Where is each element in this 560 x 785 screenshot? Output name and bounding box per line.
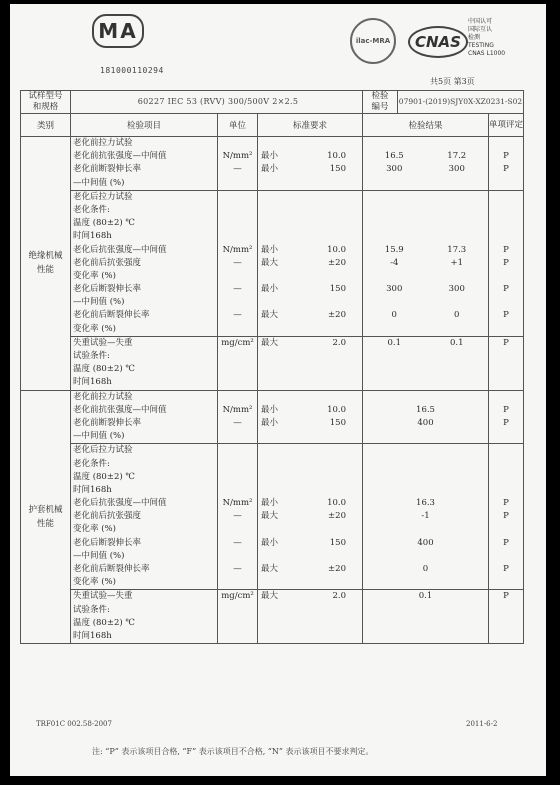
verdict-line <box>489 270 523 283</box>
test-item-line: 老化前后抗张强度 <box>73 257 142 268</box>
requirement-line <box>258 484 362 497</box>
requirement-line <box>258 617 362 630</box>
verdict-cell <box>489 444 524 590</box>
requirement-line <box>258 204 362 217</box>
requirement-line <box>258 363 362 376</box>
unit-line: — <box>233 284 242 295</box>
test-item-line: 试验条件: <box>73 604 110 615</box>
result-line: 400 <box>417 417 434 428</box>
result-cell <box>363 590 489 644</box>
unit-line: — <box>233 310 242 321</box>
unit-line <box>218 471 257 484</box>
result-line <box>363 363 488 376</box>
verdict-line: P <box>503 244 509 255</box>
test-item-cell <box>71 390 218 444</box>
test-item-line: 老化后抗张强度—中间值 <box>73 244 167 255</box>
report-number-label: 检验 编号 <box>363 91 398 113</box>
test-item-line: 老化后抗张强度—中间值 <box>73 498 167 509</box>
result-line <box>363 550 488 563</box>
unit-line <box>218 376 257 389</box>
verdict-line: P <box>503 591 509 602</box>
verdict-line: P <box>503 417 509 428</box>
requirement-cell <box>258 336 363 390</box>
unit-line <box>218 617 257 630</box>
verdict-line <box>489 458 523 471</box>
test-item-line: 温度 (80±2) ℃ <box>73 364 135 375</box>
verdict-line <box>489 363 523 376</box>
sample-label: 试样型号 和规格 <box>21 91 71 114</box>
category-cell: 绝缘机械性能 <box>21 137 71 391</box>
ma-logo: MA <box>92 14 144 48</box>
requirement-line <box>258 217 362 230</box>
unit-line <box>218 391 257 404</box>
result-line <box>363 177 488 190</box>
requirement-line <box>258 458 362 471</box>
verdict-cell <box>489 590 524 644</box>
result-line <box>363 523 488 536</box>
result-line <box>363 444 488 457</box>
requirement-line: 最大 2.0 <box>261 337 346 348</box>
unit-line <box>218 270 257 283</box>
column-header-row <box>21 114 524 137</box>
verdict-line: P <box>503 498 509 509</box>
unit-line: — <box>233 257 242 268</box>
requirement-cell <box>258 190 363 336</box>
test-item-line: 失重试验—失重 <box>73 337 133 348</box>
col-header-result: 检验结果 <box>363 114 489 137</box>
requirement-line <box>258 350 362 363</box>
test-results-table <box>20 90 524 644</box>
result-line <box>363 617 488 630</box>
cnas-logo: CNAS <box>408 26 468 58</box>
unit-line: N/mm² <box>222 151 253 162</box>
requirement-line: 最小 10.0 <box>261 498 346 509</box>
test-item-line: 老化前断裂伸长率 <box>73 417 142 428</box>
verdict-line <box>489 550 523 563</box>
result-line <box>363 391 488 404</box>
test-item-line: 变化率 (%) <box>73 323 116 334</box>
result-line: 16.3 <box>416 498 435 509</box>
result-line <box>363 376 488 389</box>
requirement-line: 最小 10.0 <box>261 151 346 162</box>
test-group-row <box>21 390 524 444</box>
unit-line: — <box>233 511 242 522</box>
unit-line <box>218 458 257 471</box>
unit-line <box>218 230 257 243</box>
test-item-line: 老化前后断裂伸长率 <box>73 310 150 321</box>
requirement-line <box>258 471 362 484</box>
result-line <box>363 484 488 497</box>
verdict-line <box>489 484 523 497</box>
col-header-unit: 单位 <box>218 114 258 137</box>
result-line <box>363 204 488 217</box>
test-item-line: 变化率 (%) <box>73 524 116 535</box>
test-item-cell <box>71 190 218 336</box>
requirement-line <box>258 323 362 336</box>
verdict-line <box>489 323 523 336</box>
unit-line <box>218 204 257 217</box>
result-cell <box>363 137 489 191</box>
verdict-line <box>489 204 523 217</box>
unit-line <box>218 604 257 617</box>
result-line <box>363 191 488 204</box>
form-code: TRF01C 002.58-2007 <box>36 720 112 728</box>
test-item-line: 变化率 (%) <box>73 577 116 588</box>
result-line: 0.1 0.1 <box>387 337 464 348</box>
test-group-row <box>21 336 524 390</box>
result-line <box>363 323 488 336</box>
result-line: 300 300 <box>386 284 465 295</box>
requirement-line <box>258 523 362 536</box>
verdict-line <box>489 177 523 190</box>
test-item-line: 老化前抗张强度—中间值 <box>73 404 167 415</box>
test-item-cell <box>71 137 218 191</box>
result-line: 16.5 <box>416 404 435 415</box>
verdict-line <box>489 217 523 230</box>
requirement-line <box>258 444 362 457</box>
verdict-line <box>489 350 523 363</box>
result-line <box>363 137 488 150</box>
unit-line: mg/cm² <box>221 337 254 348</box>
category-cell: 护套机械性能 <box>21 390 71 644</box>
result-line <box>363 296 488 309</box>
unit-line <box>218 191 257 204</box>
test-item-line: —中间值 (%) <box>73 550 125 561</box>
verdict-line <box>489 391 523 404</box>
result-line: -4 +1 <box>390 257 464 268</box>
test-item-line: 温度 (80±2) ℃ <box>73 471 135 482</box>
verdict-line <box>489 137 523 150</box>
test-item-line: 老化前拉力试验 <box>73 391 133 402</box>
test-item-line: 老化后断裂伸长率 <box>73 284 142 295</box>
requirement-cell <box>258 444 363 590</box>
ilac-mra-logo: ilac-MRA <box>350 18 396 64</box>
unit-line <box>218 430 257 443</box>
requirement-line <box>258 630 362 643</box>
test-item-line: 老化前抗张强度—中间值 <box>73 151 167 162</box>
result-line: 0 0 <box>391 310 460 321</box>
test-group-row <box>21 444 524 590</box>
test-item-line: —中间值 (%) <box>73 297 125 308</box>
unit-line <box>218 323 257 336</box>
unit-line: — <box>233 164 242 175</box>
result-line: 400 <box>417 537 434 548</box>
unit-line: mg/cm² <box>221 591 254 602</box>
result-line <box>363 604 488 617</box>
verdict-line: P <box>503 564 509 574</box>
verdict-line: P <box>503 537 509 548</box>
test-item-line: —中间值 (%) <box>73 431 125 442</box>
test-item-cell <box>71 444 218 590</box>
test-item-line: 时间168h <box>73 484 112 495</box>
requirement-line: 最大 2.0 <box>261 591 346 602</box>
requirement-line <box>258 550 362 563</box>
result-line: 0 <box>422 564 429 574</box>
col-header-item: 检验项目 <box>71 114 218 137</box>
result-line: 15.9 17.3 <box>384 244 467 255</box>
requirement-line: 最小 150 <box>261 537 346 548</box>
unit-line <box>218 350 257 363</box>
test-item-line: 老化前后抗张强度 <box>73 511 142 522</box>
requirement-line: 最大 ±20 <box>261 564 346 574</box>
col-header-requirement: 标准要求 <box>258 114 363 137</box>
unit-cell <box>218 137 258 191</box>
result-line <box>363 576 488 589</box>
test-item-line: 失重试验—失重 <box>73 591 133 602</box>
unit-cell <box>218 590 258 644</box>
result-line: 16.5 17.2 <box>384 151 467 162</box>
requirement-line <box>258 376 362 389</box>
unit-line <box>218 550 257 563</box>
verdict-line: P <box>503 404 509 415</box>
requirement-line: 最小 150 <box>261 284 346 295</box>
requirement-line: 最大 ±20 <box>261 511 346 522</box>
verdict-line <box>489 430 523 443</box>
requirement-line <box>258 137 362 150</box>
result-line <box>363 270 488 283</box>
report-date: 2011-6-2 <box>466 720 498 728</box>
cnas-caption: 中国认可 国际互认 检测 TESTING CNAS L1000 <box>468 18 506 57</box>
unit-line <box>218 444 257 457</box>
test-item-line: 温度 (80±2) ℃ <box>73 218 135 229</box>
test-item-line: 老化后断裂伸长率 <box>73 537 142 548</box>
verdict-line: P <box>503 257 509 268</box>
test-group-row <box>21 590 524 644</box>
sample-value: 60227 IEC 53 (RVV) 300/500V 2×2.5 <box>71 91 363 114</box>
test-item-line: 老化后拉力试验 <box>73 191 133 202</box>
result-cell <box>363 190 489 336</box>
test-item-line: —中间值 (%) <box>73 177 125 188</box>
verdict-line <box>489 576 523 589</box>
verdict-line <box>489 471 523 484</box>
result-cell <box>363 444 489 590</box>
result-cell <box>363 336 489 390</box>
sample-row <box>21 91 524 114</box>
test-item-line: 时间168h <box>73 231 112 242</box>
verdict-line <box>489 230 523 243</box>
requirement-line <box>258 604 362 617</box>
verdict-line: P <box>503 151 509 162</box>
col-header-verdict: 单项评定 <box>489 114 524 137</box>
test-item-line: 温度 (80±2) ℃ <box>73 617 135 628</box>
result-cell <box>363 390 489 444</box>
unit-cell <box>218 444 258 590</box>
requirement-line: 最大 ±20 <box>261 257 346 268</box>
unit-line <box>218 217 257 230</box>
unit-line: — <box>233 564 242 574</box>
verdict-line <box>489 296 523 309</box>
requirement-line: 最小 10.0 <box>261 244 346 255</box>
test-item-line: 变化率 (%) <box>73 270 116 281</box>
test-item-line: 时间168h <box>73 630 112 641</box>
verdict-line: P <box>503 337 509 348</box>
verdict-line: P <box>503 284 509 295</box>
col-header-category: 类别 <box>21 114 71 137</box>
requirement-cell <box>258 590 363 644</box>
result-line: -1 <box>421 511 430 522</box>
unit-line: — <box>233 417 242 428</box>
verdict-cell <box>489 390 524 444</box>
unit-line: — <box>233 537 242 548</box>
test-item-line: 老化条件: <box>73 458 110 469</box>
result-line <box>363 217 488 230</box>
test-group-row <box>21 190 524 336</box>
test-item-line: 老化前后断裂伸长率 <box>73 564 150 574</box>
requirement-line <box>258 230 362 243</box>
result-line: 0.1 <box>418 591 433 602</box>
result-line <box>363 430 488 443</box>
requirement-line <box>258 430 362 443</box>
unit-line: N/mm² <box>222 404 253 415</box>
unit-cell <box>218 390 258 444</box>
requirement-line <box>258 296 362 309</box>
certificate-number: 181000110294 <box>100 66 164 75</box>
verdict-line <box>489 630 523 643</box>
unit-line <box>218 137 257 150</box>
page-indicator: 共5页 第3页 <box>430 77 475 86</box>
verdict-cell <box>489 190 524 336</box>
result-line: 300 300 <box>386 164 465 175</box>
result-line <box>363 458 488 471</box>
unit-line <box>218 523 257 536</box>
verdict-line: P <box>503 164 509 175</box>
requirement-line: 最大 ±20 <box>261 310 346 321</box>
unit-line <box>218 363 257 376</box>
test-item-line: 时间168h <box>73 377 112 388</box>
unit-line <box>218 484 257 497</box>
unit-cell <box>218 190 258 336</box>
requirement-line <box>258 576 362 589</box>
verdict-note: 注: “P” 表示该项目合格, “F” 表示该项目不合格, “N” 表示该项目不要求判定。 <box>92 747 374 756</box>
unit-line <box>218 576 257 589</box>
verdict-line: P <box>503 511 509 522</box>
requirement-line: 最小 10.0 <box>261 404 346 415</box>
unit-line <box>218 630 257 643</box>
result-line <box>363 471 488 484</box>
unit-line <box>218 177 257 190</box>
verdict-cell <box>489 137 524 191</box>
report-number-value: 07901-(2019)SJY0X-XZ0231-S02 <box>398 97 523 106</box>
verdict-line <box>489 617 523 630</box>
test-item-line: 试验条件: <box>73 351 110 361</box>
test-item-line: 老化后拉力试验 <box>73 445 133 456</box>
verdict-line: P <box>503 310 509 321</box>
test-group-row <box>21 137 524 191</box>
requirement-line: 最小 150 <box>261 164 346 175</box>
requirement-cell <box>258 137 363 191</box>
requirement-line: 最小 150 <box>261 417 346 428</box>
verdict-line <box>489 376 523 389</box>
verdict-line <box>489 523 523 536</box>
verdict-line <box>489 191 523 204</box>
requirement-line <box>258 391 362 404</box>
unit-line: N/mm² <box>222 244 253 255</box>
result-line <box>363 350 488 363</box>
result-line <box>363 630 488 643</box>
unit-cell <box>218 336 258 390</box>
verdict-line <box>489 444 523 457</box>
requirement-line <box>258 177 362 190</box>
test-item-cell <box>71 336 218 390</box>
test-item-line: 老化前拉力试验 <box>73 138 133 148</box>
requirement-cell <box>258 390 363 444</box>
test-item-line: 老化前断裂伸长率 <box>73 164 142 175</box>
requirement-line <box>258 270 362 283</box>
unit-line: N/mm² <box>222 498 253 509</box>
test-item-line: 老化条件: <box>73 204 110 215</box>
unit-line <box>218 296 257 309</box>
verdict-cell <box>489 336 524 390</box>
test-item-cell <box>71 590 218 644</box>
verdict-line <box>489 604 523 617</box>
result-line <box>363 230 488 243</box>
requirement-line <box>258 191 362 204</box>
